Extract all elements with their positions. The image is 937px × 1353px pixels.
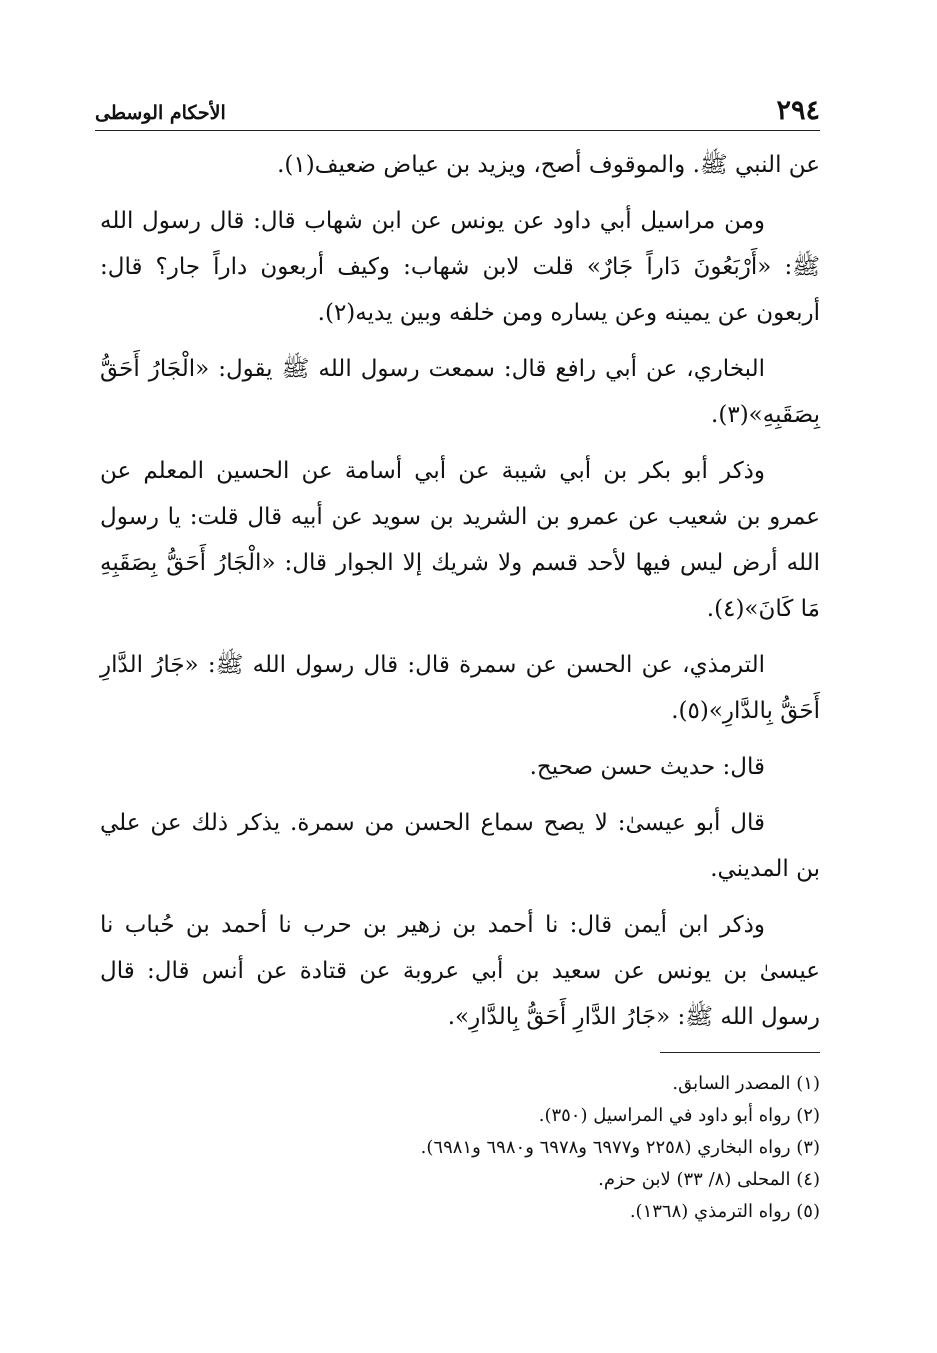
main-text <box>100 142 820 1050</box>
footnote-separator <box>660 1052 820 1053</box>
paragraph-bukhari: البخاري، عن أبي رافع قال: سمعت رسول الله ﷺ يقول: «الْجَارُ أَحَقُّ بِصَقَبِهِ»(٣). <box>100 356 820 428</box>
footnotes <box>100 1068 820 1228</box>
paragraph-ibn-abi-shaybah: وذكر أبو بكر بن أبي شيبة عن أبي أسامة عن الحسين المعلم عن عمرو بن شعيب عن عمرو بن الشريد بن سويد عن أبيه قال قلت: يا رسول الله أرض ليس فيها لأحد قسم ولا شريك إلا الجوار قال: «الْجَارُ أَحَقُّ بِصَقَبِهِ مَا كَانَ»(٤). <box>100 458 820 622</box>
footnote-4: (٤) المحلى (٨/ ٣٣) لابن حزم. <box>598 1169 820 1190</box>
footnote-5: (٥) رواه الترمذي (١٣٦٨). <box>629 1201 820 1222</box>
page-header <box>95 86 820 131</box>
paragraph-abu-dawud-mursal: ومن مراسيل أبي داود عن يونس عن ابن شهاب قال: قال رسول الله ﷺ: «أَرْبَعُونَ دَاراً جَارٌ» قلت لابن شهاب: وكيف أربعون داراً جار؟ قال: أربعون عن يمينه وعن يساره ومن خلفه وبين يديه(٢). <box>100 208 820 326</box>
paragraph-abu-isa: قال أبو عيسىٰ: لا يصح سماع الحسن من سمرة. يذكر ذلك عن علي بن المديني. <box>100 810 820 882</box>
running-title: الأحكام الوسطى <box>95 102 226 124</box>
footnote-1: (١) المصدر السابق. <box>672 1073 820 1094</box>
paragraph-grading: قال: حديث حسن صحيح. <box>529 754 765 780</box>
paragraph-continuation: عن النبي ﷺ. والموقوف أصح، ويزيد بن عياض ضعيف(١). <box>277 152 820 178</box>
footnote-3: (٣) رواه البخاري (٢٢٥٨ و٦٩٧٧ و٦٩٧٨ و٦٩٨٠ و٦٩٨١). <box>420 1137 820 1158</box>
paragraph-ibn-ayman: وذكر ابن أيمن قال: نا أحمد بن زهير بن حرب نا أحمد بن حُباب نا عيسىٰ بن يونس عن سعيد بن أبي عروبة عن قتادة عن أنس قال: قال رسول الله ﷺ: «جَارُ الدَّارِ أَحَقُّ بِالدَّارِ». <box>100 912 820 1030</box>
footnote-2: (٢) رواه أبو داود في المراسيل (٣٥٠). <box>538 1105 820 1126</box>
paragraph-tirmidhi: الترمذي، عن الحسن عن سمرة قال: قال رسول الله ﷺ: «جَارُ الدَّارِ أَحَقُّ بِالدَّارِ»(٥). <box>100 652 820 724</box>
page-number: ٢٩٤ <box>776 95 820 126</box>
